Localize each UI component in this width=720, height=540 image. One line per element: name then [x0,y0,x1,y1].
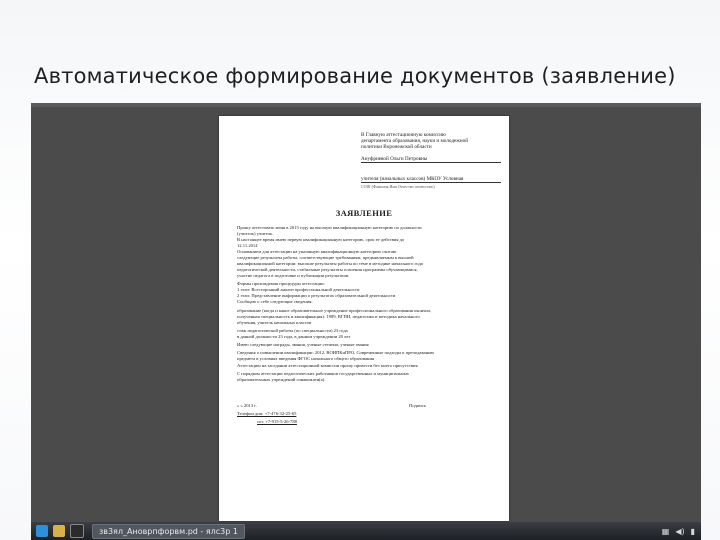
body-line: предмета в условиях введения ФГОС начального общего образования [237,356,375,361]
body-line: образовательных учреждений ознакомлен(а). [237,377,326,382]
document-title: ЗАЯВЛЕНИЕ [335,208,393,218]
addressee-line: В Главную аттестационную комиссию [361,132,446,138]
body-line: Имею следующие награды, звания, ученые степени, ученые звания [237,342,369,347]
body-line: В настоящее время имею первую квалификационную категорию, срок ее действия до [237,237,405,242]
applicant-note: СОШ (Фамилия Имя Отчество полностью) [361,184,435,189]
signature-field: Подпись [409,403,426,408]
slide-title: Автоматическое формирование документов (заявление) [34,64,676,88]
body-line: в данной должности 23 года, в данном учреждении 20 лет [237,334,351,339]
body-line: С порядком аттестации педагогических работников государственных и муниципальных [237,371,409,376]
system-tray [662,527,701,536]
body-line: участие педагога в подготовке и публикации результатов. [237,273,350,278]
volume-icon[interactable]: ◀) [675,526,685,536]
phone-mobile: сот. +7-915-5-26-788 [257,419,297,424]
terminal-icon[interactable] [70,524,84,538]
body-line: 1 этап: Всесторонний анализ профессиональной деятельности [237,287,360,292]
addressee-line: департамента образования, науки и молодежной [361,138,469,144]
taskbar-task-button[interactable]: зв3ял_Ановрпфорвм.pd - ялс3р 1 [92,524,245,539]
body-line: полученная специальность и квалификация): 1989, ВГПИ, педагогика и методика начального [237,314,420,319]
body-line: Аттестацию на заседании аттестационной комиссии прошу провести без моего присутствия [237,363,418,368]
body-line: квалификационной категории: высокие результаты работы по теме в методике начального года [237,261,423,266]
body-line: педагогической деятельности, стабильные результаты освоения программы обучающимися, [237,267,418,272]
document-page [219,116,509,521]
document-viewer-window [31,103,701,526]
body-line: Сведения о повышении квалификации: 2012, ВОИПКиПРО, Современные подходы к преподаванию [237,350,434,355]
date-field: « » 2013 г. [237,403,257,408]
body-line: Основанием для аттестации на указанную квалификационную категорию считаю [237,249,397,254]
menu-icon[interactable] [36,525,48,537]
applicant-name: Ануфриевой Ольги Петровны [361,156,501,163]
body-line: Прошу аттестовать меня в 2013 году на высшую квалификационную категорию по должности [237,225,422,230]
phone-home: Телефон дом. +7-476-32-25-65 [237,411,297,416]
taskbar [31,522,701,540]
network-icon[interactable]: ▦ [661,526,670,536]
body-line: обучения, учитель начальных классов [237,320,312,325]
body-line: стаж педагогической работы (по специальности) 23 года [237,328,348,333]
body-line: 12.11.2014 [237,243,258,248]
folder-icon[interactable] [53,525,65,537]
applicant-position: учителя (начальных классов) МКОУ Условная [361,176,501,183]
body-line: Формы прохождения процедуры аттестации: [237,281,325,286]
addressee-line: политики Воронежской области [361,144,432,150]
battery-icon[interactable]: ▮ [690,526,695,536]
body-line: (учитель) учитель. [237,231,274,236]
body-line: образование (когда и какое образовательное учреждение профессионального образования окончил, [237,308,432,313]
body-line: 2 этап: Представление информации о результатах образовательной деятельности [237,293,396,298]
body-line: следующие результаты работы, соответствующие требованиям, предъявляемым к высшей [237,255,414,260]
body-line: Сообщаю о себе следующие сведения: [237,299,313,304]
